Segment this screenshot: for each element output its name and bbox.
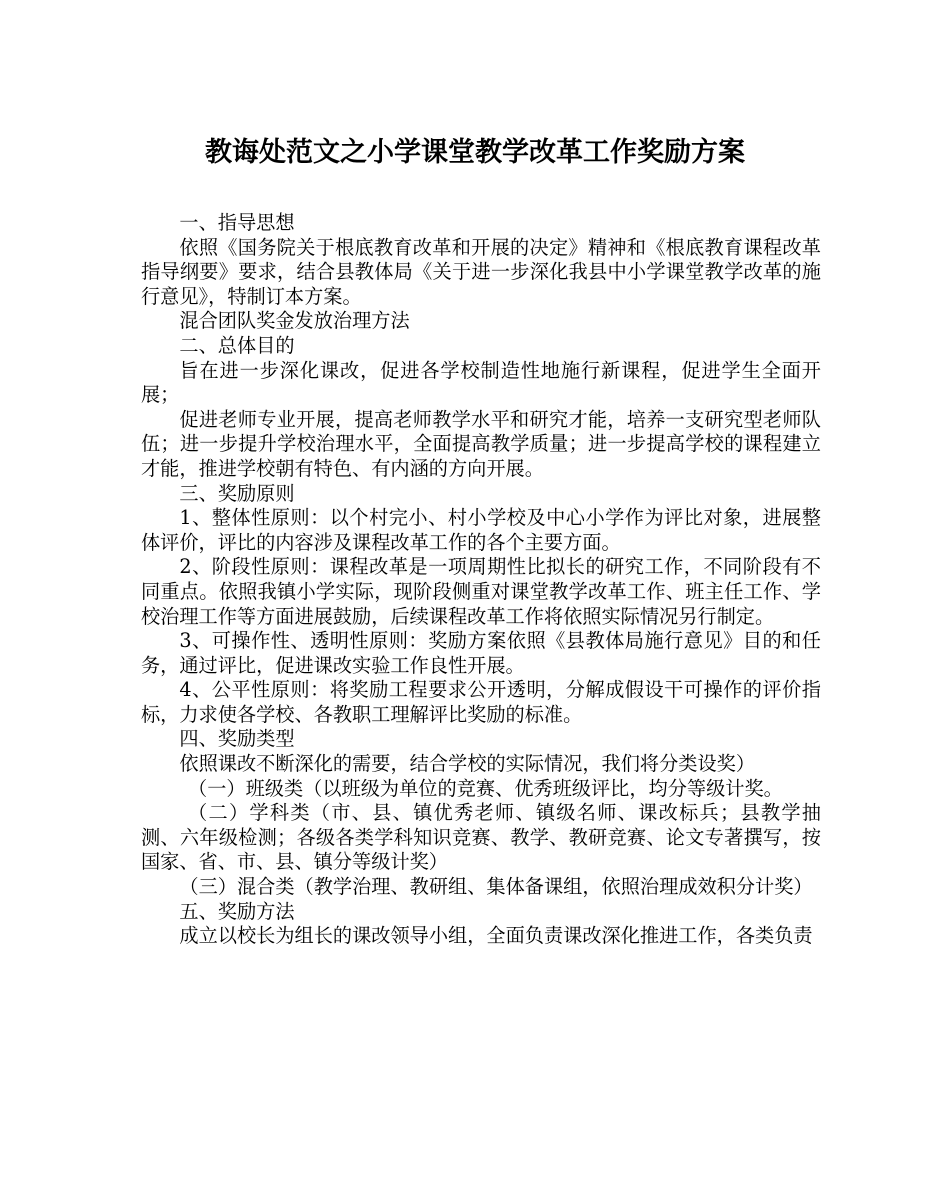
- paragraph: 4、公平性原则：将奖励工程要求公开透明，分解成假设干可操作的评价指标，力求使各学校、各教职工理解评比奖励的标准。: [141, 678, 821, 726]
- paragraph: 依照《国务院关于根底教育改革和开展的决定》精神和《根底教育课程改革指导纲要》要求，结合县教体局《关于进一步深化我县中小学课堂教学改革的施行意见》，特制订本方案。: [141, 235, 821, 308]
- section-heading-reward-methods: 五、奖励方法: [179, 899, 295, 923]
- paragraph: 依照课改不断深化的需要，结合学校的实际情况，我们将分类设奖）: [179, 752, 756, 776]
- paragraph: 混合团队奖金发放治理方法: [179, 309, 410, 333]
- paragraph: 促进老师专业开展，提高老师教学水平和研究才能，培养一支研究型老师队伍；进一步提升学校治理水平，全面提高教学质量；进一步提高学校的课程建立才能，推进学校朝有特色、有内涵的方向开展。: [141, 407, 821, 480]
- section-heading-reward-principles: 三、奖励原则: [179, 481, 295, 505]
- paragraph: 3、可操作性、透明性原则：奖励方案依照《县教体局施行意见》目的和任务，通过评比，促进课改实验工作良性开展。: [141, 629, 821, 677]
- section-heading-reward-types: 四、奖励类型: [179, 727, 295, 751]
- document-title: 教诲处范文之小学课堂教学改革工作奖励方案: [205, 137, 745, 168]
- paragraph: 旨在进一步深化课改，促进各学校制造性地施行新课程，促进学生全面开展；: [141, 358, 821, 407]
- paragraph: 1、整体性原则：以个村完小、村小学校及中心小学作为评比对象，进展整体评价，评比的内容涉及课程改革工作的各个主要方面。: [141, 506, 821, 554]
- paragraph: 成立以校长为组长的课改领导小组，全面负责课改深化推进工作，各类负责: [179, 924, 813, 948]
- paragraph: 2、阶段性原则：课程改革是一项周期性比拟长的研究工作，不同阶段有不同重点。依照我镇小学实际，现阶段侧重对课堂教学改革工作、班主任工作、学校治理工作等方面进展鼓励，后续课程改革工作将依照实际情况另行制定。: [141, 555, 821, 628]
- paragraph: （三）混合类（教学治理、教研组、集体备课组，依照治理成效积分计奖）: [179, 875, 813, 899]
- section-heading-overall-goal: 二、总体目的: [179, 333, 295, 357]
- paragraph: （一）班级类（以班级为单位的竞赛、优秀班级评比，均分等级计奖。: [188, 776, 783, 800]
- document-body: [141, 211, 821, 949]
- paragraph: （二）学科类（市、县、镇优秀老师、镇级名师、课改标兵；县教学抽测、六年级检测；各级各类学科知识竞赛、教学、教研竞赛、论文专著撰写，按国家、省、市、县、镇分等级计奖）: [141, 801, 821, 874]
- section-heading-guiding-thought: 一、指导思想: [179, 211, 295, 234]
